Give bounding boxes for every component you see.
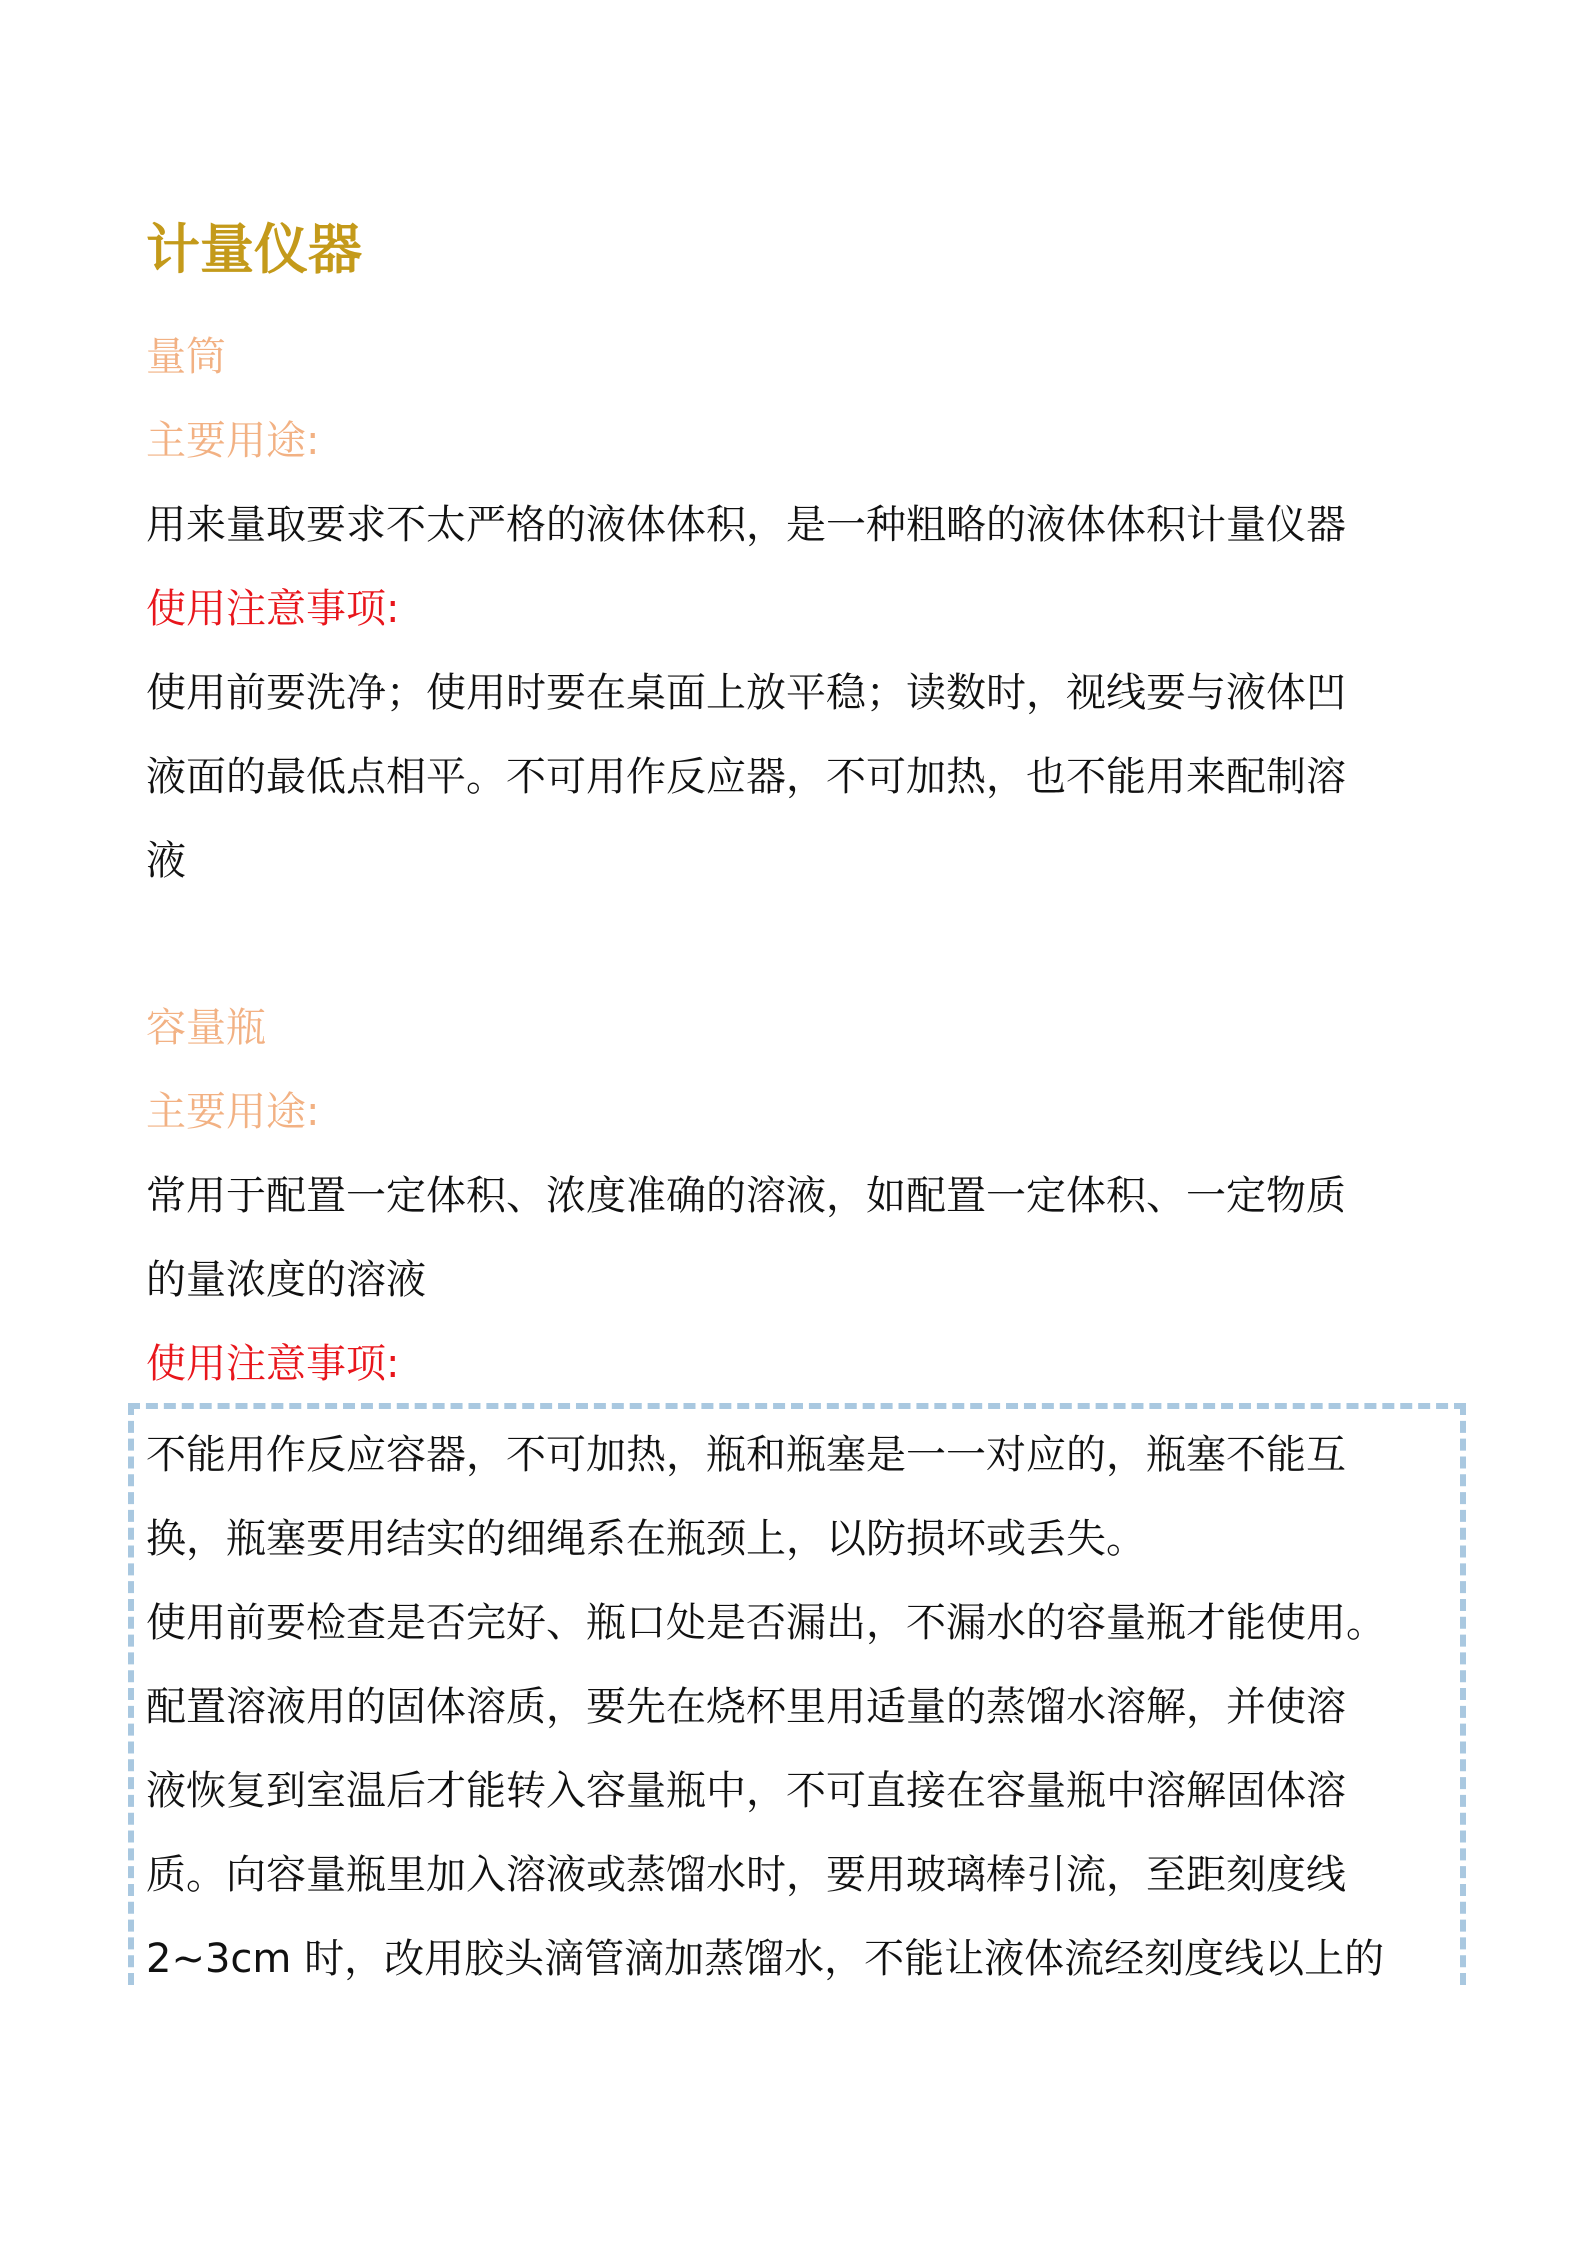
caution-text-line: 换，瓶塞要用结实的细绳系在瓶颈上，以防损坏或丢失。 <box>146 1516 1146 1562</box>
caution-label: 使用注意事项: <box>146 1341 400 1387</box>
caution-text-line: 使用前要洗净；使用时要在桌面上放平稳；读数时，视线要与液体凹 <box>146 670 1346 716</box>
main-use-label: 主要用途: <box>146 418 320 464</box>
caution-text-line: 液恢复到室温后才能转入容量瓶中，不可直接在容量瓶中溶解固体溶 <box>146 1768 1346 1814</box>
main-use-label: 主要用途: <box>146 1089 320 1135</box>
section-title-rongliangping: 容量瓶 <box>146 1005 266 1051</box>
main-use-text-line: 常用于配置一定体积、浓度准确的溶液，如配置一定体积、一定物质 <box>146 1173 1346 1219</box>
caution-text-line: 液 <box>146 838 186 884</box>
main-use-text-line: 用来量取要求不太严格的液体体积，是一种粗略的液体体积计量仪器 <box>146 502 1346 548</box>
main-use-text-line: 的量浓度的溶液 <box>146 1257 426 1303</box>
caution-label: 使用注意事项: <box>146 586 400 632</box>
page-title: 计量仪器 <box>146 218 362 281</box>
caution-text-line: 2~3cm 时，改用胶头滴管滴加蒸馏水，不能让液体流经刻度线以上的 <box>146 1936 1385 1982</box>
caution-text-line: 液面的最低点相平。不可用作反应器，不可加热，也不能用来配制溶 <box>146 754 1346 800</box>
caution-text-line: 不能用作反应容器，不可加热，瓶和瓶塞是一一对应的，瓶塞不能互 <box>146 1432 1346 1478</box>
section-title-liangtong: 量筒 <box>146 334 226 380</box>
caution-text-line: 配置溶液用的固体溶质，要先在烧杯里用适量的蒸馏水溶解，并使溶 <box>146 1684 1346 1730</box>
caution-text-line: 质。向容量瓶里加入溶液或蒸馏水时，要用玻璃棒引流，至距刻度线 <box>146 1852 1346 1898</box>
caution-text-line: 使用前要检查是否完好、瓶口处是否漏出，不漏水的容量瓶才能使用。 <box>146 1600 1386 1646</box>
